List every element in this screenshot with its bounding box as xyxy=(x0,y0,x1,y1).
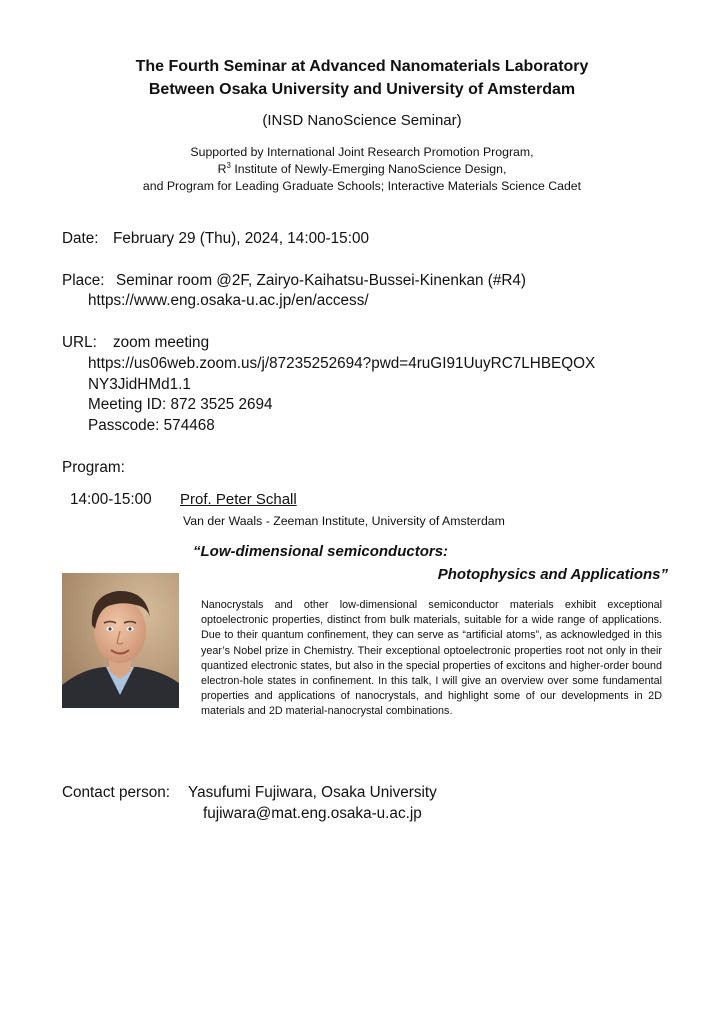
date-label: Date: xyxy=(62,230,99,247)
speaker-affiliation: Van der Waals - Zeeman Institute, University of Amsterdam xyxy=(183,514,505,528)
support-line3: and Program for Leading Graduate Schools; Interactive Materials Science Cadet xyxy=(142,179,582,193)
url-label: URL: xyxy=(62,334,97,351)
date-value: February 29 (Thu), 2024, 14:00-15:00 xyxy=(113,230,369,247)
zoom-link-line1[interactable]: https://us06web.zoom.us/j/87235252694?pwd=4ruGI91UuyRC7LHBEQOX xyxy=(88,355,596,372)
place-value: Seminar room @2F, Zairyo-Kaihatsu-Bussei-Kinenkan (#R4) xyxy=(116,272,527,289)
talk-abstract: Nanocrystals and other low-dimensional semiconductor materials exhibit exceptional optoelectronic properties, distinct from bulk materials, suitable for a wide range of applications. Due to their quantum confinement, they can serve as “artificial atoms”, as acknowledged in this year’s Nobel prize in Chemistry. Their exceptional optoelectronic properties root not only in their quantized electronic states, but also in the special properties of excitons and higher-order bound electron-hole states in confinement. In this talk, I will give an overview over some fundamental properties and applications of nanocrystals, and highlight some of our developments in 2D materials and 2D material-nanocrystal combinations. xyxy=(201,599,662,718)
meeting-id: Meeting ID: 872 3525 2694 xyxy=(88,396,273,413)
speaker-portrait-illustration xyxy=(62,573,179,708)
support-line2-superscript: 3 xyxy=(226,161,231,170)
url-value: zoom meeting xyxy=(113,334,210,351)
support-line2 xyxy=(0,161,724,178)
place-label: Place: xyxy=(62,272,105,289)
contact-label: Contact person: xyxy=(62,784,170,801)
passcode: Passcode: 574468 xyxy=(88,417,215,434)
page-title-line2: Between Osaka University and University of Amsterdam xyxy=(148,81,576,98)
support-line1: Supported by International Joint Research Promotion Program, xyxy=(190,145,534,159)
speaker-name: Prof. Peter Schall xyxy=(180,491,297,508)
talk-title-line1: “Low-dimensional semiconductors: xyxy=(193,543,449,560)
contact-name: Yasufumi Fujiwara, Osaka University xyxy=(188,784,437,801)
place-access-link[interactable]: https://www.eng.osaka-u.ac.jp/en/access/ xyxy=(88,292,369,309)
speaker-photo xyxy=(62,573,179,708)
support-line2-text: Institute of Newly-Emerging NanoScience Design, xyxy=(230,162,507,176)
zoom-link-line2[interactable]: NY3JidHMd1.1 xyxy=(88,376,191,393)
page-subtitle: (INSD NanoScience Seminar) xyxy=(262,112,462,129)
support-line2-prefix: R xyxy=(217,162,227,176)
program-time: 14:00-15:00 xyxy=(70,491,152,508)
contact-email[interactable]: fujiwara@mat.eng.osaka-u.ac.jp xyxy=(203,805,422,822)
program-label: Program: xyxy=(62,459,125,476)
page-title-line1: The Fourth Seminar at Advanced Nanomaterials Laboratory xyxy=(135,58,589,75)
talk-title-line2: Photophysics and Applications” xyxy=(437,566,668,583)
